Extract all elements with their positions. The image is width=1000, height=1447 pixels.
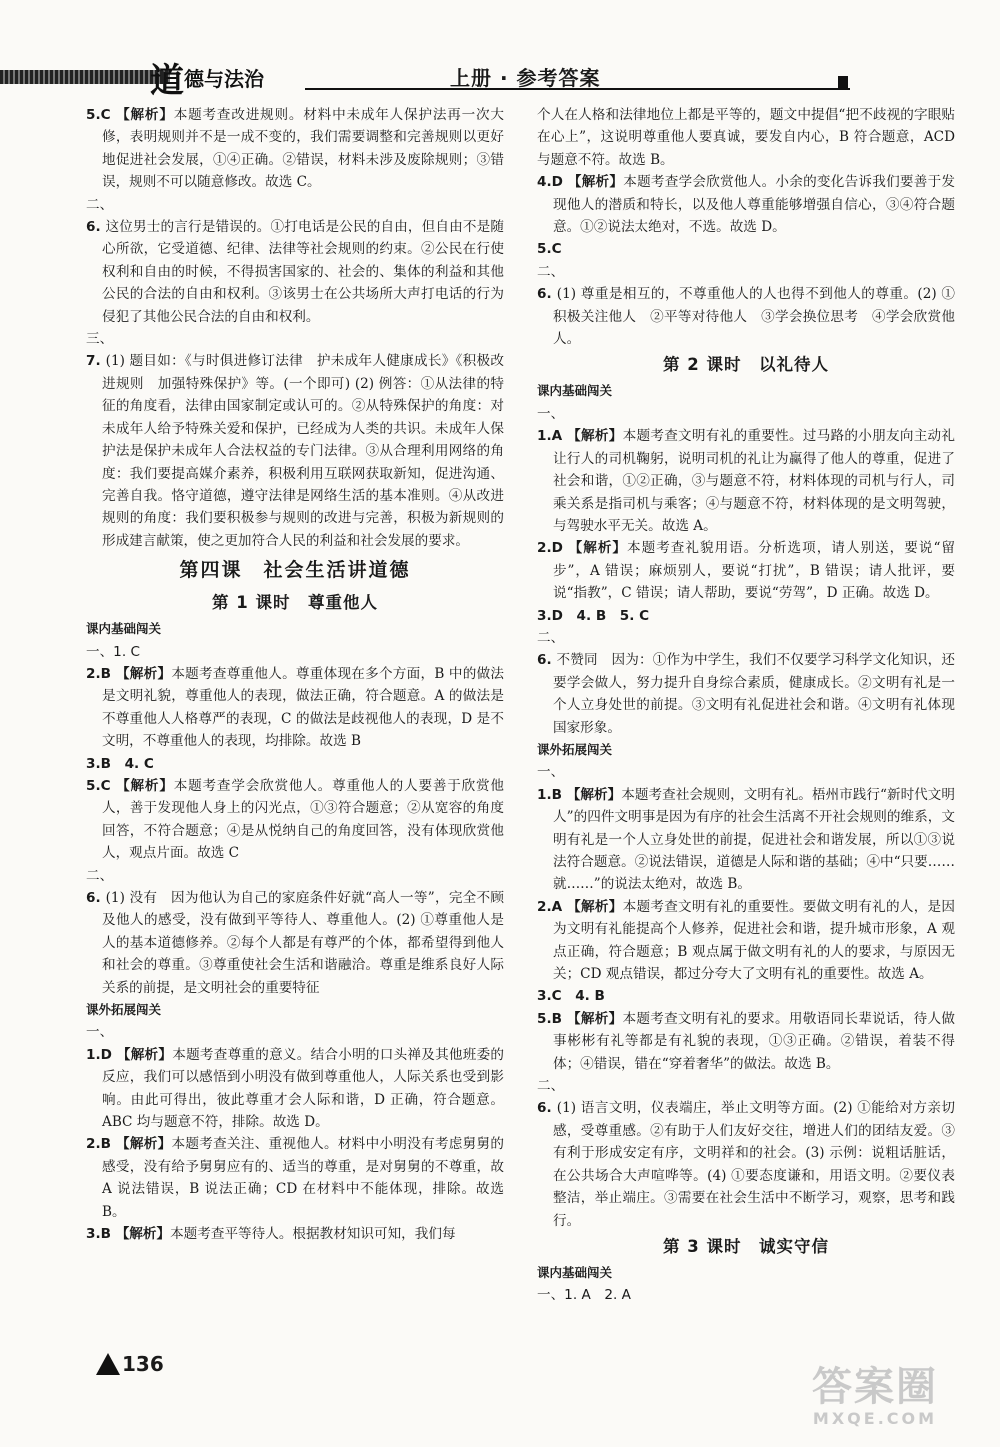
section-marker: 一、 [537, 764, 565, 781]
header-title: 上册 · 参考答案 [450, 66, 601, 90]
page-number: 136 [122, 1352, 164, 1376]
answer-number: 4.D [537, 174, 568, 191]
answer-text: (1) 题目如：《与时俱进修订法律 护未成年人健康成长》《积极改进规则 加强特殊保护》等。(一个即可) (2) 例答：①从法律的特征的角度看，法律由国家制定或认可的。②从特殊保护的角度：对未成年人给予特殊关爱和保护，已经成为人类的共识。未成年人保护法是保护未成年人合法权益的专门法律。③从合理利用网络的角度：我们要提高媒介素养，积极利用互联网获取新知，促进沟通、完善自我。恪守道德，遵守法律是网络生活的基本准则。④从改进规则的角度：我们要积极参与规则的改进与完善，积极为新规则的形成建言献策，使之更加符合人民的利益和社会发展的要求。 [102, 353, 504, 549]
answer-text: 不赞同 因为：①作为中学生，我们不仅要学习科学文化知识，还要学会做人，努力提升自身综合素质，健康成长。②文明有礼是一个人立身处世的前提。③文明有礼促进社会和谐。④文明有礼体现国家形象。 [553, 652, 956, 736]
answer-number: 6. [537, 1100, 557, 1117]
answer-number: 6. [537, 652, 557, 669]
answer-text: 本题考查文明有礼的要求。用敬语同长辈说话，待人做事彬彬有礼等都是有礼貌的表现，①③正确。②错误，着装不得体；④错误，错在“穿着奢华”的做法。故选 B。 [553, 1010, 956, 1072]
section-marker: 二、 [537, 629, 565, 646]
analysis-tag: 【解析】 [567, 898, 623, 915]
answer-item [86, 350, 504, 552]
answer-number: 2.D [537, 540, 569, 557]
analysis-tag: 【解析】 [566, 786, 622, 803]
answer-number: 3.B 4. C [86, 755, 154, 772]
answer-continuation: 个人在人格和法律地位上都是平等的，题文中提倡“把不歧视的字眼贴在心上”，这说明尊重他人要真诚，要发自内心，B 符合题意，ACD 与题意不符。故选 B。 [537, 107, 955, 168]
answer-item [86, 104, 504, 194]
answer-number: 2.A [537, 898, 568, 915]
answer-text: 本题考查学会欣赏他人。尊重他人的人要善于欣赏他人，善于发现他人身上的闪光点，①③符合题意；②从宽容的角度回答，不符合题意；④是从悦纳自己的角度回答，没有体现欣赏他人，观点片面。故选 C [102, 777, 505, 862]
class-title: 第 2 课时 以礼待人 [663, 355, 829, 375]
analysis-tag: 【解析】 [568, 540, 628, 557]
lesson-title: 第四课 社会生活讲道德 [179, 559, 411, 582]
analysis-tag: 【解析】 [115, 1226, 171, 1243]
answer-item [537, 784, 955, 896]
answer-text: 本题考查文明有礼的重要性。过马路的小朋友向主动礼让行人的司机鞠躬，说明司机的礼让为赢得了他人的尊重，促进了社会和谐，①②正确，③与题意不符，材料体现的司机与行人，司乘关系是指司机与乘客；④与题意不符，材料体现的是文明驾驶，与驾驶水平无关。故选 A。 [553, 428, 956, 534]
left-column [86, 104, 504, 1246]
answer-item [537, 1097, 955, 1231]
answer-text: (1) 没有 因为他认为自己的家庭条件好就“高人一等”，完全不顾及他人的感受，没有做到平等待人、尊重他人。(2) ①尊重他人是人的基本道德修养。②每个人都是有尊严的个体，都希望得到他人和社会的尊重。③尊重使社会生活和谐融洽。尊重是维系良好人际关系的前提，是文明社会的重要特征 [102, 890, 504, 996]
class-title: 第 3 课时 诚实守信 [663, 1236, 829, 1256]
answer-item [86, 1223, 504, 1245]
section-marker: 二、 [537, 263, 565, 280]
answer-text: (1) 语言文明，仪表端庄，举止文明等方面。(2) ①能给对方亲切感，受尊重感。②有助于人们友好交往，增进人们的团结友爱。③有利于形成安定有序，文明祥和的社会。(3) 示例：说粗话脏话，在公共场合大声喧哗等。(4) ①要态度谦和，用语文明。②要仪表整洁，举止端庄。③需要在社会生活中不断学习，观察，思考和践行。 [553, 1100, 956, 1229]
answer-item [537, 985, 955, 1007]
answer-number: 1.B [537, 786, 567, 803]
watermark-text: 答案圈 [812, 1364, 938, 1410]
answer-number: 5.B [537, 1010, 567, 1027]
right-column [537, 104, 955, 1307]
answer-number: 3.C 4. B [537, 988, 605, 1005]
analysis-tag: 【解析】 [567, 174, 624, 191]
answer-item [86, 887, 504, 999]
answer-item [537, 1008, 955, 1075]
section-marker: 三、 [86, 331, 114, 348]
subsection-heading: 课内基础闯关 [86, 621, 162, 637]
watermark [790, 1365, 960, 1429]
class-title: 第 1 课时 尊重他人 [212, 593, 378, 613]
answer-item [86, 216, 504, 328]
brand-big: 道 [150, 60, 184, 101]
answer-number: 7. [86, 353, 106, 370]
answer-item [537, 537, 955, 604]
answer-item [537, 605, 955, 627]
analysis-tag: 【解析】 [567, 428, 623, 445]
subsection-heading: 课内基础闯关 [537, 383, 613, 399]
answer-number: 3.B [86, 1226, 116, 1243]
section-marker: 一、1. A 2. A [537, 1287, 631, 1304]
answer-item [86, 775, 504, 865]
answer-text: 本题考查社会规则，文明有礼。梧州市践行“新时代文明人”的四件文明事是因为有序的社会生活离不开社会规则的维系，文明有礼是一个人立身处世的前提，促进社会和谐发展，所以①③说法符合题意。②说法错误，道德是人际和谐的基础；④中“只要……就……”的说法太绝对，故选 B。 [553, 786, 956, 893]
answer-number: 1.A [537, 428, 568, 445]
answer-text: 本题考查关注、重视他人。材料中小明没有考虑舅舅的感受，没有给予舅舅应有的、适当的尊重，是对舅舅的不尊重，故 A 说法错误，B 说法正确；CD 在材料中不能体现，排除。故选 B。 [102, 1136, 505, 1220]
analysis-tag: 【解析】 [115, 665, 172, 682]
answer-text: 本题考查礼貌用语。分析选项，请人别送，要说“留步”，A 错误；麻烦别人，要说“打扰”，B 错误；请人批评，要说“指教”，C 错误；请人帮助，要说“劳驾”，D 正确。故选 D。 [553, 540, 956, 602]
answer-number: 6. [86, 219, 106, 236]
answer-number: 6. [86, 890, 106, 906]
triangle-icon [96, 1353, 120, 1375]
header-marker [838, 76, 848, 90]
answer-text: 本题考查尊重他人。尊重体现在多个方面，B 中的做法是文明礼貌，尊重他人的表现，做法正确，符合题意。A 的做法是不尊重他人人格尊严的表现，C 的做法是歧视他人的表现，D 是不文明，不尊重他人的表现，均排除。故选 B [102, 665, 505, 750]
analysis-tag: 【解析】 [116, 107, 174, 123]
section-marker: 二、 [86, 867, 114, 884]
subsection-heading: 课内基础闯关 [537, 1264, 613, 1280]
brand-rest: 德与法治 [184, 66, 264, 91]
answer-text: 本题考查文明有礼的重要性。要做文明有礼的人，是因为文明有礼能提高个人修养，促进社会和谐，提升城市形象，A 观点正确，符合题意；B 观点属于做文明有礼的人的要求，与原因无关；CD 观点错误，都过分夸大了文明有礼的重要性。故选 A。 [553, 898, 956, 983]
answer-number: 5.C [537, 241, 562, 258]
answer-item [86, 1044, 504, 1134]
answer-number: 2.B [86, 665, 116, 682]
answer-item [86, 753, 504, 775]
answer-item [537, 171, 955, 238]
answer-item [86, 663, 504, 753]
analysis-tag: 【解析】 [567, 1010, 623, 1027]
answer-item [537, 238, 955, 260]
answer-item [537, 896, 955, 986]
analysis-tag: 【解析】 [116, 777, 174, 794]
section-marker: 二、 [537, 1078, 565, 1095]
answer-text: 本题考查改进规则。材料中未成年人保护法再一次大修，表明规则并不是一成不变的，我们需要调整和完善规则以更好地促进社会发展，①④正确。②错误，材料未涉及废除规则；③错误，规则不可以随意修改。故选 C。 [102, 107, 505, 191]
section-marker: 一、1. C [86, 643, 140, 660]
section-marker: 一、 [86, 1024, 114, 1041]
answer-number: 6. [537, 286, 557, 303]
answer-text: 本题考查平等待人。根据教材知识可知，我们每 [170, 1226, 456, 1243]
brand-logo [150, 58, 264, 101]
section-marker: 二、 [86, 196, 114, 213]
answer-item [537, 283, 955, 350]
subsection-heading: 课外拓展闯关 [86, 1002, 162, 1018]
answer-item [537, 649, 955, 739]
answer-number: 1.D [86, 1046, 117, 1063]
analysis-tag: 【解析】 [116, 1136, 172, 1153]
answer-item [537, 425, 955, 537]
page-header [0, 58, 1000, 101]
answer-text: 本题考查尊重的意义。结合小明的口头禅及其他班委的反应，我们可以感悟到小明没有做到尊重他人，人际关系也受到影响。由此可得出，彼此尊重才会人际和谐，D 正确，符合题意。ABC 均与题意不符，排除。故选 D。 [102, 1046, 505, 1131]
answer-number: 3.D 4. B 5. C [537, 607, 650, 624]
answer-item [86, 1133, 504, 1223]
analysis-tag: 【解析】 [116, 1046, 173, 1063]
header-stripe [0, 70, 170, 84]
answer-text: 本题考查学会欣赏他人。小余的变化告诉我们要善于发现他人的潜质和特长，以及他人尊重能够增强自信心，③④符合题意。①②说法太绝对，不选。故选 D。 [553, 174, 956, 236]
section-marker: 一、 [537, 405, 565, 422]
answer-number: 2.B [86, 1136, 116, 1153]
answer-text: (1) 尊重是相互的，不尊重他人的人也得不到他人的尊重。(2) ①积极关注他人 ②平等对待他人 ③学会换位思考 ④学会欣赏他人。 [553, 286, 956, 348]
answer-text: 这位男士的言行是错误的。①打电话是公民的自由，但自由不是随心所欲，它受道德、纪律、法律等社会规则的约束。②公民在行使权利和自由的时候，不得损害国家的、社会的、集体的利益和其他公民的合法的自由和权利。③该男士在公共场所大声打电话的行为侵犯了其他公民合法的自由和权利。 [102, 219, 505, 325]
page-number-badge [96, 1352, 164, 1376]
watermark-url: MXQE.COM [812, 1409, 938, 1428]
answer-number: 5.C [86, 777, 117, 794]
subsection-heading: 课外拓展闯关 [537, 741, 613, 757]
answer-number: 5.C [86, 107, 117, 123]
